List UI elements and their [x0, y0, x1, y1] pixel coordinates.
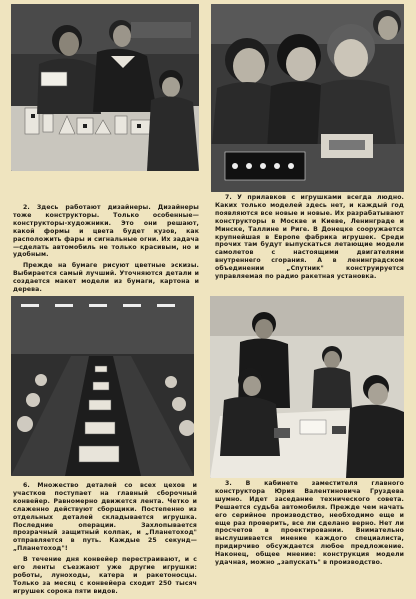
- caption-2-paragraph-2: [13, 262, 199, 294]
- meeting-photo-illustration: [210, 296, 404, 478]
- caption-6-paragraph-2: [13, 556, 197, 596]
- caption-2-text-2: Прежде на бумаге рисуют цветные эскизы. Выбирается самый лучший. Уточняются детали и создается макет модели из бумаги, картона и дерева.: [13, 262, 199, 294]
- caption-7-paragraph-1: [215, 194, 404, 281]
- children-photo-illustration: [211, 4, 404, 192]
- caption-2-text-1: Здесь работают дизайнеры. Дизайнеры тоже конструкторы. Только особенные—конструкторы-художники. Это они решают, какой формы и цвета будет кузов, как расположить фары и сигнальные огни. Их задача—сделать автомобиль не только красивым, но и удобным.: [13, 204, 199, 259]
- photo-designers: [11, 4, 199, 171]
- caption-3-text-1: В кабинете заместителя главного конструктора Юрия Валентиновича Груздева шумно. Идет заседание технического совета. Решается судьба автомобиля. Прежде чем начать его серийное производство, необходимо еще и еще раз проверить, все ли сделано верно. Нет ли просчетов в проектировании. Внимательно выслушивается мнение каждого специалиста, придирчиво обсуждается любое предложение. Наконец, общее мнение: конструкция модели удачная, можно „запускать" в производство.: [215, 480, 404, 567]
- photo-meeting: [210, 296, 404, 478]
- photo-children: [211, 4, 404, 192]
- caption-2: [13, 204, 199, 297]
- caption-6-text-1: Множество деталей со всех цехов и участков поступает на главный сборочный конвейер. Равномерно движется лента. Четко и слаженно действуют сборщики. Постепенно из отдельных деталей складывается игрушка. Последние операции. Захлопывается прозрачный защитный колпак, и „Планетоход" отправляется в путь. Каждые 25 секунд—„Планетоход"!: [13, 482, 197, 553]
- conveyor-photo-illustration: [11, 296, 194, 476]
- caption-6-number: 6.: [23, 482, 30, 489]
- caption-3: [215, 480, 404, 570]
- caption-7-text-1: У прилавков с игрушками всегда людно. Каких только моделей здесь нет, и каждый год появляются все новые и новые. Их разрабатывают конструкторы в Москве и Киеве, Ленинграде и Минске, Таллине и Риге. В Донецке сооружается крупнейшая в Европе фабрика игрушек. Среди прочих там будут выпускаться летающие модели самолетов с настоящими двигателями внутреннего сгорания. А в ленинградском объединении „Спутник" конструируется управляемая по радио ракетная установка.: [215, 194, 404, 281]
- caption-2-number: 2.: [23, 204, 30, 211]
- caption-6-text-2: В течение дня конвейер перестраивают, и с его ленты съезжают уже другие игрушки: роботы, луноходы, катера и ракетоносцы. Только за месяц с конвейера сходит 250 тысяч игрушек сорока пяти видов.: [13, 556, 197, 595]
- caption-6: [13, 482, 197, 599]
- caption-7-number: 7.: [225, 194, 232, 201]
- caption-2-paragraph-1: [13, 204, 199, 259]
- designers-photo-illustration: [11, 4, 199, 171]
- photo-conveyor: [11, 296, 194, 476]
- caption-3-paragraph-1: [215, 480, 404, 567]
- caption-7: [215, 194, 404, 284]
- caption-6-paragraph-1: [13, 482, 197, 553]
- caption-3-number: 3.: [225, 480, 232, 487]
